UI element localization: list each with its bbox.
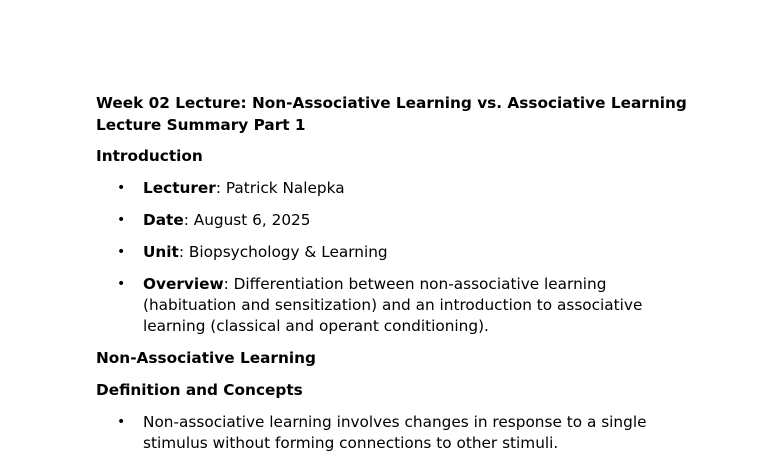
list-item-lecturer: [96, 178, 696, 199]
item-text: : August 6, 2025: [183, 211, 311, 229]
section-heading-definition: Definition and Concepts: [96, 381, 303, 399]
item-key: Lecturer: [143, 179, 216, 197]
definition-list: [96, 412, 696, 454]
bullet-icon: •: [117, 180, 126, 196]
list-item-overview: [96, 274, 696, 337]
document-title: Week 02 Lecture: Non-Associative Learning vs. Associative Learning Lecture Summary Part 1: [96, 94, 687, 134]
item-text: Non-associative learning involves changes in response to a single stimulus without forming connections to other stimuli.: [143, 413, 647, 452]
item-text: : Biopsychology & Learning: [178, 243, 388, 261]
item-key: Unit: [143, 243, 179, 261]
bullet-icon: •: [117, 212, 126, 228]
bullet-icon: •: [117, 244, 126, 260]
item-text: : Patrick Nalepka: [215, 179, 345, 197]
section-heading-non-associative: Non-Associative Learning: [96, 349, 316, 367]
bullet-icon: •: [117, 414, 126, 430]
introduction-list: [96, 178, 696, 337]
document-page: [96, 93, 696, 465]
list-item-date: [96, 210, 696, 231]
section-heading-introduction: Introduction: [96, 147, 203, 165]
item-key: Date: [143, 211, 184, 229]
item-key: Overview: [143, 275, 224, 293]
list-item-definition: [96, 412, 696, 454]
item-text: : Differentiation between non-associative learning (habituation and sensitization) and an introduction to associative learning (classical and operant conditioning).: [143, 275, 643, 335]
list-item-unit: [96, 242, 696, 263]
bullet-icon: •: [117, 276, 126, 292]
